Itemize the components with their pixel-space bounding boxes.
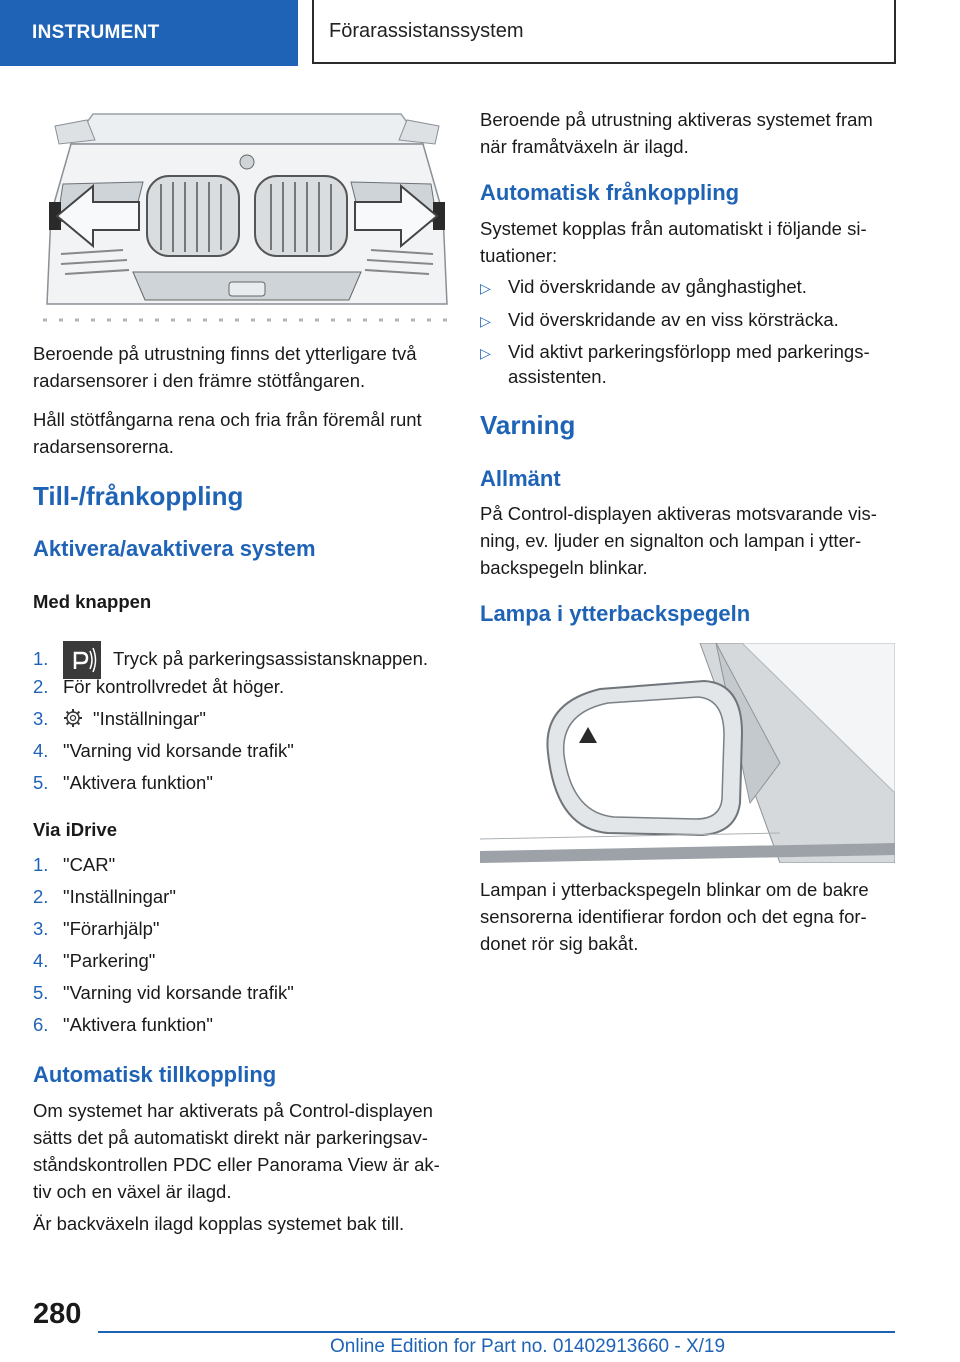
step-number: 5. <box>33 772 49 793</box>
step-text: "CAR" <box>63 854 116 875</box>
paragraph-lamp-line: donet rör sig bakåt. <box>480 933 639 954</box>
list-item <box>33 705 206 735</box>
list-item <box>33 769 213 796</box>
bullet-triangle-icon: ▷ <box>480 280 491 296</box>
step-number: 4. <box>33 740 49 761</box>
list-item <box>480 273 807 302</box>
heading-on-off: Till-/frånkoppling <box>33 481 244 511</box>
list-item <box>33 673 284 700</box>
settings-gear-icon <box>63 708 83 735</box>
paragraph-general-line: På Control-displayen aktiveras motsvarande vis- <box>480 503 877 524</box>
step-text: "Aktivera funktion" <box>63 772 213 793</box>
bullet-text-continuation: assistenten. <box>508 366 607 387</box>
step-number: 3. <box>33 918 49 939</box>
step-number: 1. <box>33 647 49 669</box>
paragraph-lamp-line: sensorerna identifierar fordon och det egna for- <box>480 906 867 927</box>
footer-divider <box>98 1331 895 1333</box>
paragraph-front-line: Beroende på utrustning aktiveras systemet fram <box>480 109 873 130</box>
list-item <box>33 1011 213 1038</box>
list-item <box>33 915 159 942</box>
step-text: För kontrollvredet åt höger. <box>63 676 285 697</box>
heading-via-idrive: Via iDrive <box>33 819 117 840</box>
heading-auto-on: Automatisk tillkoppling <box>33 1062 277 1087</box>
step-text: "Parkering" <box>63 950 156 971</box>
list-item <box>33 947 155 974</box>
bullet-text: Vid aktivt parkeringsförlopp med parkerings- <box>508 341 870 362</box>
paragraph-auto-on-line: tiv och en växel är ilagd. <box>33 1181 232 1202</box>
step-number: 6. <box>33 1014 49 1035</box>
paragraph-lamp-line: Lampan i ytterbackspegeln blinkar om de bakre <box>480 879 869 900</box>
step-number: 2. <box>33 886 49 907</box>
list-item <box>33 851 115 878</box>
bullet-text: Vid överskridande av en viss körsträcka. <box>508 309 839 330</box>
paragraph-front-line: när framåtväxeln är ilagd. <box>480 136 689 157</box>
heading-warning: Varning <box>480 410 576 440</box>
paragraph-auto-off-line: tuationer: <box>480 245 558 266</box>
paragraph-keep-clean: Håll stötfångarna rena och fria från föremål runt radarsensorerna. <box>33 409 422 457</box>
paragraph-general-line: backspegeln blinkar. <box>480 557 648 578</box>
step-number: 1. <box>33 854 49 875</box>
step-number: 4. <box>33 950 49 971</box>
paragraph-auto-on-line: ståndskontrollen PDC eller Panorama View är ak- <box>33 1154 440 1175</box>
heading-auto-off: Automatisk frånkoppling <box>480 180 740 205</box>
heading-activate-system: Aktivera/avaktivera system <box>33 536 316 561</box>
page-number: 280 <box>33 1298 82 1330</box>
step-text: "Inställningar" <box>93 708 206 729</box>
step-text: "Varning vid korsande trafik" <box>63 740 294 761</box>
step-number: 5. <box>33 982 49 1003</box>
list-item <box>33 883 176 910</box>
bullet-triangle-icon: ▷ <box>480 313 491 329</box>
paragraph-reverse: Är backväxeln ilagd kopplas systemet bak till. <box>33 1213 405 1234</box>
heading-with-button: Med knappen <box>33 591 152 612</box>
section-tab[interactable]: INSTRUMENT <box>0 0 298 66</box>
paragraph-auto-on-line: Om systemet har aktiverats på Control-displayen <box>33 1100 433 1121</box>
heading-general: Allmänt <box>480 466 561 491</box>
edition-text: Online Edition for Part no. 01402913660 - X/19 <box>330 1336 726 1357</box>
page-header <box>0 0 960 66</box>
mirror-lamp-illustration <box>480 643 895 863</box>
list-item <box>33 737 294 764</box>
list-item <box>33 979 294 1006</box>
paragraph-auto-on-line: sätts det på automatiskt direkt när parkeringsav- <box>33 1127 428 1148</box>
step-text: "Förarhjälp" <box>63 918 160 939</box>
heading-mirror-lamp: Lampa i ytterbackspegeln <box>480 601 751 626</box>
paragraph-general-line: ning, ev. ljuder en signalton och lampan i ytter- <box>480 530 862 551</box>
paragraph-auto-off-line: Systemet kopplas från automatiskt i följande si- <box>480 218 867 239</box>
list-item <box>480 306 839 335</box>
bullet-text: Vid överskridande av gånghastighet. <box>508 276 807 297</box>
car-front-sensors-illustration <box>43 104 451 326</box>
step-number: 2. <box>33 676 49 697</box>
step-text: "Varning vid korsande trafik" <box>63 982 294 1003</box>
chapter-title: Förarassistanssystem <box>312 0 896 64</box>
bullet-triangle-icon: ▷ <box>480 345 491 361</box>
step-number: 3. <box>33 708 49 729</box>
step-text: "Aktivera funktion" <box>63 1014 213 1035</box>
paragraph-sensors: Beroende på utrustning finns det ytterligare två radarsensorer i den främre stötfångaren. <box>33 343 417 391</box>
step-text: "Inställningar" <box>63 886 176 907</box>
step-text: Tryck på parkeringsassistansknappen. <box>113 647 428 669</box>
